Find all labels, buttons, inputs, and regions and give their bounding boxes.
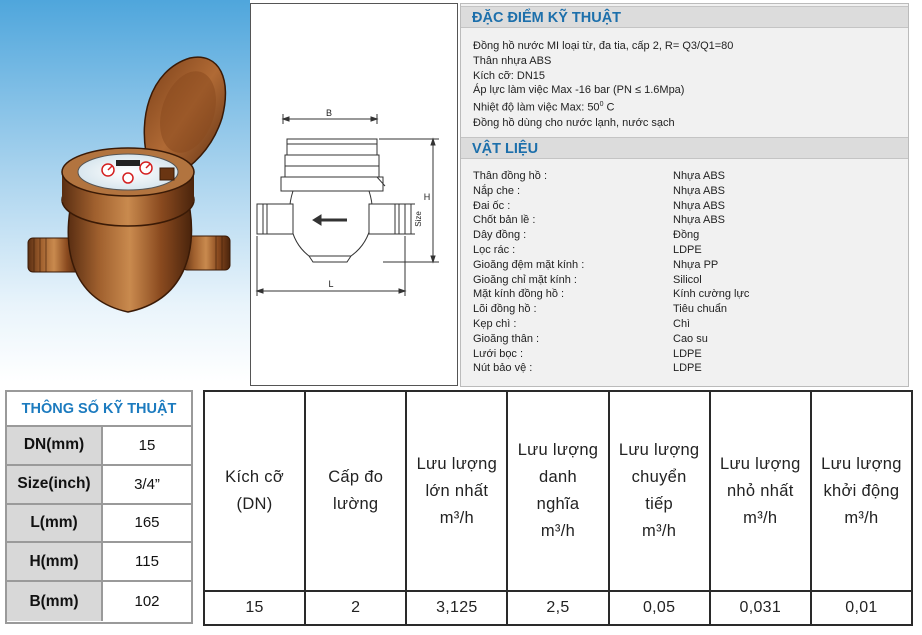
flow-table-header-cell bbox=[710, 391, 811, 591]
material-value: LDPE bbox=[673, 243, 702, 256]
material-name: Nút bảo vệ : bbox=[473, 362, 533, 375]
material-value: Nhựa ABS bbox=[673, 170, 726, 182]
header-text-line: m³/h bbox=[844, 508, 879, 527]
header-text-line: lường bbox=[333, 495, 379, 513]
flow-table-value-cell: 3,125 bbox=[406, 591, 507, 625]
tech-feature-line: Kích cỡ: DN15 bbox=[473, 69, 546, 82]
spec-label: DN(mm) bbox=[7, 427, 103, 464]
header-text-line: Kích cỡ bbox=[225, 468, 284, 486]
spec-row bbox=[7, 505, 191, 544]
material-name: Kẹp chì : bbox=[473, 317, 517, 330]
spec-value: 165 bbox=[134, 514, 160, 532]
material-row bbox=[473, 361, 903, 376]
material-row bbox=[473, 169, 903, 184]
dimension-label-l: L bbox=[328, 279, 334, 289]
header-text-line: Lưu lượng bbox=[618, 441, 700, 459]
header-text-line: Cấp đo bbox=[328, 468, 384, 486]
material-row bbox=[473, 213, 903, 228]
material-value: LDPE bbox=[673, 347, 702, 360]
flow-table-header-cell bbox=[406, 391, 507, 591]
material-name: Lưới bọc : bbox=[473, 347, 524, 360]
spec-label: L(mm) bbox=[7, 505, 103, 542]
material-name: Thân đồng hồ : bbox=[473, 170, 548, 182]
flow-table-header-cell bbox=[507, 391, 608, 591]
materials-heading: VẬT LIỆU bbox=[461, 137, 908, 159]
material-name: Lọc rác : bbox=[473, 243, 516, 256]
spec-value: 3/4” bbox=[134, 475, 160, 493]
flow-table-value-cell: 2,5 bbox=[507, 591, 608, 625]
product-photo bbox=[0, 0, 250, 382]
spec-table-title: THÔNG SỐ KỸ THUẬT bbox=[7, 392, 191, 427]
header-text-line: (DN) bbox=[236, 495, 273, 513]
material-row bbox=[473, 332, 903, 347]
flow-table-header-cell bbox=[609, 391, 710, 591]
spec-row bbox=[7, 543, 191, 582]
spec-label: H(mm) bbox=[7, 543, 103, 580]
spec-row bbox=[7, 427, 191, 466]
spec-value: 15 bbox=[138, 436, 156, 454]
header-text-line: khởi động bbox=[823, 481, 900, 500]
tech-feature-line: Đồng hồ dùng cho nước lạnh, nước sạch bbox=[473, 116, 675, 129]
material-value: Kính cường lực bbox=[673, 288, 750, 301]
flow-table-value-cell: 0,031 bbox=[710, 591, 811, 625]
header-text-line: m³/h bbox=[642, 522, 677, 540]
flow-table-header-row bbox=[204, 391, 912, 591]
material-row bbox=[473, 228, 903, 243]
material-row bbox=[473, 347, 903, 362]
flow-table-header-cell bbox=[204, 391, 305, 591]
dimension-label-h: H bbox=[423, 192, 431, 202]
header-text-line: lớn nhất bbox=[425, 481, 489, 500]
temperature-text: Nhiệt độ làm việc Max: 50 bbox=[473, 101, 600, 114]
header-text-line: tiếp bbox=[645, 495, 674, 513]
technical-drawing bbox=[250, 3, 458, 386]
material-name: Đai ốc : bbox=[473, 199, 511, 212]
material-row bbox=[473, 199, 903, 214]
dimension-label-size: Size bbox=[414, 211, 423, 227]
material-name: Gioăng đệm mặt kính : bbox=[473, 258, 585, 271]
header-text-line: chuyển bbox=[631, 468, 687, 486]
header-text-line: m³/h bbox=[743, 508, 778, 527]
material-name: Lõi đồng hồ : bbox=[473, 303, 537, 316]
temperature-superscript: 0 bbox=[599, 101, 604, 109]
material-row bbox=[473, 273, 903, 288]
flow-table-header-cell bbox=[305, 391, 406, 591]
tech-feature-line: Áp lực làm việc Max -16 bar (PN ≤ 1.6Mpa) bbox=[473, 84, 685, 97]
material-value: Silicol bbox=[673, 273, 702, 286]
material-row bbox=[473, 317, 903, 332]
spec-table-body bbox=[7, 427, 191, 621]
spec-value: 115 bbox=[135, 553, 159, 571]
material-value: Tiêu chuẩn bbox=[673, 303, 728, 316]
flow-table-value-cell: 0,05 bbox=[609, 591, 710, 625]
header-text-line: Lưu lượng bbox=[517, 441, 599, 459]
meter-dimension-diagram bbox=[251, 4, 457, 385]
material-name: Dây đồng : bbox=[473, 229, 527, 242]
spec-label: B(mm) bbox=[7, 582, 103, 621]
header-text-line: m³/h bbox=[540, 522, 576, 540]
material-value: LDPE bbox=[673, 362, 702, 375]
material-name: Nắp che : bbox=[473, 184, 521, 197]
material-row bbox=[473, 287, 903, 302]
material-value: Cao su bbox=[673, 332, 708, 345]
specifications-panel bbox=[460, 3, 909, 387]
header-text-line: nghĩa bbox=[536, 495, 580, 513]
header-text-line: Lưu lượng bbox=[416, 454, 498, 473]
material-row bbox=[473, 243, 903, 258]
material-value: Nhựa ABS bbox=[673, 214, 726, 227]
spec-value: 102 bbox=[134, 593, 160, 611]
material-value: Nhựa ABS bbox=[673, 199, 726, 212]
material-value: Chì bbox=[673, 317, 691, 330]
flow-rate-table bbox=[203, 390, 913, 626]
materials-list bbox=[473, 169, 903, 376]
material-name: Mặt kính đồng hồ : bbox=[473, 288, 565, 301]
material-row bbox=[473, 302, 903, 317]
spec-label: Size(inch) bbox=[7, 466, 103, 503]
flow-table-value-cell: 0,01 bbox=[811, 591, 912, 625]
material-name: Gioăng thân : bbox=[473, 332, 540, 345]
material-row bbox=[473, 258, 903, 273]
flow-table-value-cell: 2 bbox=[305, 591, 406, 625]
flow-table-header-cell bbox=[811, 391, 912, 591]
tech-feature-line: Thân nhựa ABS bbox=[473, 54, 552, 67]
header-text-line: Lưu lượng bbox=[719, 454, 801, 473]
header-text-line: Lưu lượng bbox=[821, 454, 902, 473]
tech-feature-line bbox=[473, 98, 733, 115]
header-text-line: nhỏ nhất bbox=[726, 481, 794, 500]
material-value: Nhựa ABS bbox=[673, 184, 726, 197]
header-text-line: danh bbox=[539, 468, 577, 486]
material-name: Gioăng chỉ mặt kính : bbox=[473, 273, 577, 286]
flow-table-value-row bbox=[204, 591, 912, 625]
flow-table-value-cell: 15 bbox=[204, 591, 305, 625]
material-row bbox=[473, 184, 903, 199]
tech-features-list bbox=[473, 39, 733, 130]
material-value: Đồng bbox=[673, 229, 700, 242]
material-name: Chốt bản lề : bbox=[473, 214, 536, 227]
spec-table bbox=[5, 390, 193, 624]
spec-row bbox=[7, 466, 191, 505]
spec-row bbox=[7, 582, 191, 621]
water-meter-image bbox=[0, 0, 250, 382]
header-text-line: m³/h bbox=[439, 508, 474, 527]
tech-features-heading: ĐẶC ĐIỂM KỸ THUẬT bbox=[461, 6, 908, 28]
material-value: Nhựa PP bbox=[673, 258, 719, 271]
dimension-label-b: B bbox=[325, 108, 333, 118]
temperature-unit: C bbox=[603, 101, 615, 114]
tech-feature-line: Đồng hồ nước MI loại từ, đa tia, cấp 2, R= Q3/Q1=80 bbox=[473, 40, 734, 52]
